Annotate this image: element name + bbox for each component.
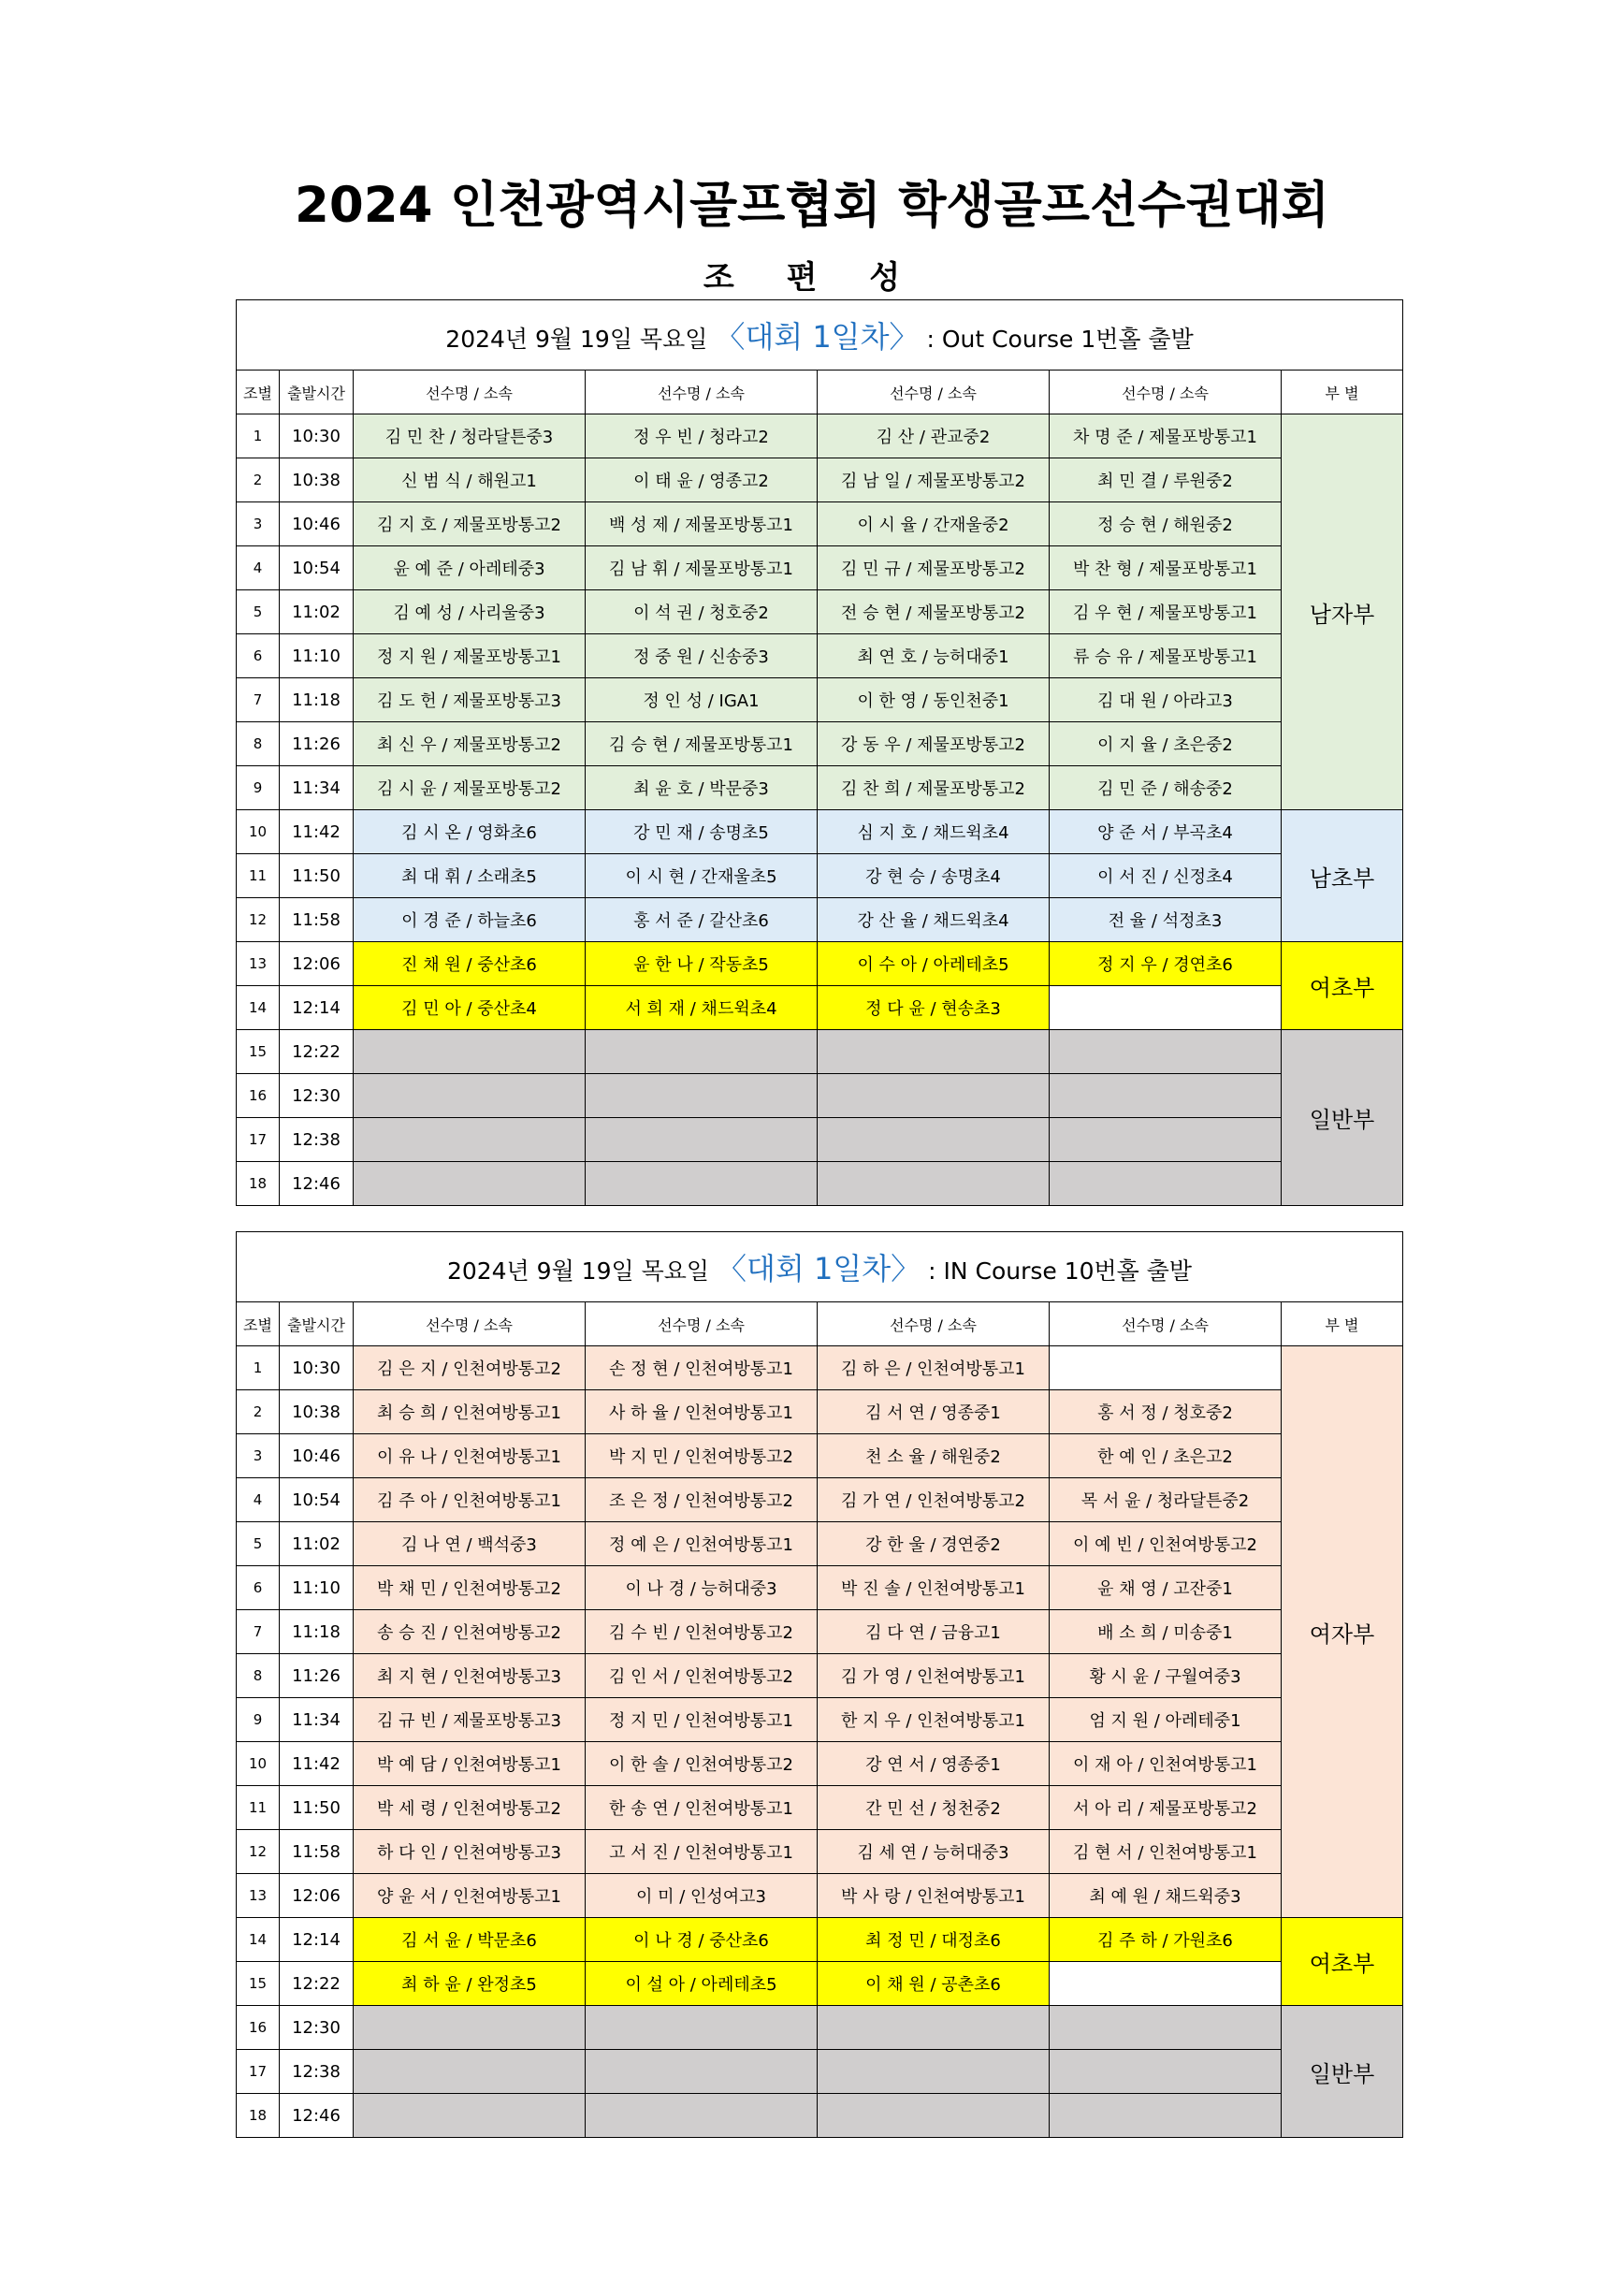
start-time: 12:22 [280,1030,354,1074]
start-time: 12:30 [280,1074,354,1118]
start-time: 12:46 [280,2094,354,2138]
player-cell: 한 송 연 / 인천여방통고1 [586,1786,818,1830]
group-number: 15 [237,1030,280,1074]
player-cell: 이 수 아 / 아레테초5 [818,942,1050,986]
player-cell: 김 수 빈 / 인천여방통고2 [586,1610,818,1654]
player-cell: 최 민 결 / 루원중2 [1050,458,1282,502]
player-cell: 사 하 율 / 인천여방통고1 [586,1390,818,1434]
player-cell: 김 가 연 / 인천여방통고2 [818,1478,1050,1522]
document-title: 2024 인천광역시골프협회 학생골프선수권대회 [295,177,1329,234]
player-cell: 이 태 윤 / 영종고2 [586,458,818,502]
table-row [237,2094,1403,2138]
player-cell: 이 시 현 / 간재울초5 [586,854,818,898]
player-cell: 윤 예 준 / 아레테중3 [354,546,586,590]
header-division: 부 별 [1282,371,1403,414]
start-time: 11:02 [280,590,354,634]
player-cell: 정 다 윤 / 현송초3 [818,986,1050,1030]
group-number: 11 [237,854,280,898]
division-label: 남초부 [1282,810,1403,942]
table-row [237,1874,1403,1918]
player-cell: 조 은 정 / 인천여방통고2 [586,1478,818,1522]
player-cell: 전 승 현 / 제물포방통고2 [818,590,1050,634]
player-cell: 배 소 희 / 미송중1 [1050,1610,1282,1654]
start-time: 11:10 [280,1566,354,1610]
table-row [237,942,1403,986]
start-time: 11:26 [280,1654,354,1698]
start-time: 12:14 [280,1918,354,1962]
player-cell: 정 인 성 / IGA1 [586,678,818,722]
player-cell: 김 규 빈 / 제물포방통고3 [354,1698,586,1742]
player-cell: 이 미 / 인성여고3 [586,1874,818,1918]
player-cell: 홍 서 정 / 청호중2 [1050,1390,1282,1434]
player-cell: 양 윤 서 / 인천여방통고1 [354,1874,586,1918]
table-row [237,1118,1403,1162]
header-player: 선수명 / 소속 [354,371,586,414]
player-cell: 김 산 / 관교중2 [818,414,1050,458]
player-cell [1050,1962,1282,2006]
table-row [237,1346,1403,1390]
player-cell: 신 범 식 / 해원고1 [354,458,586,502]
player-cell: 최 승 희 / 인천여방통고1 [354,1390,586,1434]
player-cell: 정 지 우 / 경연초6 [1050,942,1282,986]
header-player: 선수명 / 소속 [354,1302,586,1346]
player-cell: 박 진 솔 / 인천여방통고1 [818,1566,1050,1610]
start-time: 12:38 [280,2050,354,2094]
player-cell: 고 서 진 / 인천여방통고1 [586,1830,818,1874]
player-cell [1050,986,1282,1030]
start-time: 12:06 [280,1874,354,1918]
player-cell: 김 대 원 / 아라고3 [1050,678,1282,722]
player-cell [354,1030,586,1074]
table-row [237,1522,1403,1566]
start-time: 11:18 [280,678,354,722]
player-cell [1050,1346,1282,1390]
section-course: : Out Course 1번홀 출발 [919,326,1194,353]
table-row [237,1786,1403,1830]
player-cell: 차 명 준 / 제물포방통고1 [1050,414,1282,458]
player-cell: 김 민 준 / 해송중2 [1050,766,1282,810]
table-row [237,590,1403,634]
player-cell: 서 아 리 / 제물포방통고2 [1050,1786,1282,1830]
table-row [237,414,1403,458]
group-number: 6 [237,1566,280,1610]
division-label: 여초부 [1282,1918,1403,2006]
table-row [237,1478,1403,1522]
player-cell: 윤 채 영 / 고잔중1 [1050,1566,1282,1610]
player-cell: 최 연 호 / 능허대중1 [818,634,1050,678]
player-cell: 황 시 윤 / 구월여중3 [1050,1654,1282,1698]
player-cell: 김 은 지 / 인천여방통고2 [354,1346,586,1390]
player-cell [586,2050,818,2094]
player-cell: 김 현 서 / 인천여방통고1 [1050,1830,1282,1874]
group-number: 10 [237,810,280,854]
start-time: 11:58 [280,898,354,942]
header-player: 선수명 / 소속 [586,1302,818,1346]
player-cell: 정 예 은 / 인천여방통고1 [586,1522,818,1566]
player-cell: 한 지 우 / 인천여방통고1 [818,1698,1050,1742]
player-cell: 강 연 서 / 영종중1 [818,1742,1050,1786]
player-cell: 이 지 율 / 초은중2 [1050,722,1282,766]
player-cell [818,2050,1050,2094]
player-cell: 정 중 원 / 신송중3 [586,634,818,678]
player-cell [354,2094,586,2138]
player-cell: 이 경 준 / 하늘초6 [354,898,586,942]
player-cell: 이 채 원 / 공촌초6 [818,1962,1050,2006]
table-row [237,1830,1403,1874]
table-row [237,634,1403,678]
player-cell: 김 민 아 / 중산초4 [354,986,586,1030]
header-player: 선수명 / 소속 [1050,371,1282,414]
division-label: 여초부 [1282,942,1403,1030]
player-cell: 양 준 서 / 부곡초4 [1050,810,1282,854]
player-cell: 박 찬 형 / 제물포방통고1 [1050,546,1282,590]
table-row [237,1074,1403,1118]
player-cell: 이 서 진 / 신정초4 [1050,854,1282,898]
player-cell: 진 채 원 / 중산초6 [354,942,586,986]
player-cell: 이 나 경 / 중산초6 [586,1918,818,1962]
division-label: 일반부 [1282,1030,1403,1206]
section-title-row [237,300,1403,371]
player-cell: 박 지 민 / 인천여방통고2 [586,1434,818,1478]
player-cell: 김 시 온 / 영화초6 [354,810,586,854]
player-cell: 강 한 울 / 경연중2 [818,1522,1050,1566]
player-cell: 김 도 헌 / 제물포방통고3 [354,678,586,722]
table-row [237,1566,1403,1610]
table-row [237,898,1403,942]
player-cell: 정 승 현 / 해원중2 [1050,502,1282,546]
player-cell [1050,1118,1282,1162]
group-number: 1 [237,414,280,458]
start-time: 11:50 [280,1786,354,1830]
group-number: 10 [237,1742,280,1786]
group-number: 7 [237,678,280,722]
player-cell [586,2006,818,2050]
player-cell: 최 지 현 / 인천여방통고3 [354,1654,586,1698]
player-cell: 정 지 민 / 인천여방통고1 [586,1698,818,1742]
player-cell: 이 한 솔 / 인천여방통고2 [586,1742,818,1786]
table-row [237,766,1403,810]
player-cell: 박 사 랑 / 인천여방통고1 [818,1874,1050,1918]
header-group: 조별 [237,1302,280,1346]
player-cell: 최 정 민 / 대정초6 [818,1918,1050,1962]
player-cell [818,1118,1050,1162]
player-cell: 정 지 원 / 제물포방통고1 [354,634,586,678]
player-cell: 최 하 윤 / 완정초5 [354,1962,586,2006]
player-cell: 박 예 담 / 인천여방통고1 [354,1742,586,1786]
group-number: 8 [237,1654,280,1698]
player-cell: 김 나 연 / 백석중3 [354,1522,586,1566]
header-row [237,1302,1403,1346]
header-player: 선수명 / 소속 [818,1302,1050,1346]
player-cell [818,2094,1050,2138]
schedule-table-out-course [236,299,1403,1206]
player-cell [818,1162,1050,1206]
player-cell [1050,1074,1282,1118]
table-row [237,1698,1403,1742]
start-time: 12:22 [280,1962,354,2006]
player-cell: 최 대 휘 / 소래초5 [354,854,586,898]
start-time: 10:54 [280,546,354,590]
header-player: 선수명 / 소속 [818,371,1050,414]
player-cell: 김 주 하 / 가원초6 [1050,1918,1282,1962]
player-cell: 강 현 승 / 송명초4 [818,854,1050,898]
player-cell: 전 율 / 석정초3 [1050,898,1282,942]
group-number: 18 [237,1162,280,1206]
player-cell: 이 재 아 / 인천여방통고1 [1050,1742,1282,1786]
header-time: 출발시간 [280,371,354,414]
table-row [237,1742,1403,1786]
header-time: 출발시간 [280,1302,354,1346]
player-cell: 간 민 선 / 청천중2 [818,1786,1050,1830]
player-cell: 백 성 제 / 제물포방통고1 [586,502,818,546]
header-row [237,371,1403,414]
start-time: 10:30 [280,414,354,458]
header-group: 조별 [237,371,280,414]
schedule-table-in-course [236,1231,1403,2138]
player-cell: 김 서 연 / 영종중1 [818,1390,1050,1434]
section-title-row [237,1232,1403,1302]
player-cell: 최 예 원 / 채드윅중3 [1050,1874,1282,1918]
player-cell [1050,1162,1282,1206]
division-label: 남자부 [1282,414,1403,810]
group-number: 18 [237,2094,280,2138]
group-number: 5 [237,590,280,634]
header-player: 선수명 / 소속 [1050,1302,1282,1346]
player-cell [1050,2050,1282,2094]
group-number: 17 [237,1118,280,1162]
player-cell [354,1162,586,1206]
player-cell: 김 지 호 / 제물포방통고2 [354,502,586,546]
player-cell: 이 한 영 / 동인천중1 [818,678,1050,722]
player-cell: 이 나 경 / 능허대중3 [586,1566,818,1610]
group-number: 17 [237,2050,280,2094]
group-number: 3 [237,1434,280,1478]
player-cell [354,2006,586,2050]
table-row [237,546,1403,590]
table-row [237,986,1403,1030]
player-cell [586,1030,818,1074]
group-number: 4 [237,1478,280,1522]
player-cell [586,1118,818,1162]
table-row [237,1390,1403,1434]
player-cell: 서 희 재 / 채드윅초4 [586,986,818,1030]
section-date: 2024년 9월 19일 목요일 [446,1257,717,1285]
player-cell: 김 세 연 / 능허대중3 [818,1830,1050,1874]
player-cell: 김 다 연 / 금융고1 [818,1610,1050,1654]
player-cell: 강 산 율 / 채드윅초4 [818,898,1050,942]
table-row [237,678,1403,722]
group-number: 15 [237,1962,280,2006]
player-cell [818,2006,1050,2050]
group-number: 14 [237,1918,280,1962]
start-time: 11:02 [280,1522,354,1566]
group-number: 13 [237,942,280,986]
player-cell: 김 남 일 / 제물포방통고2 [818,458,1050,502]
player-cell: 강 동 우 / 제물포방통고2 [818,722,1050,766]
player-cell: 박 세 령 / 인천여방통고2 [354,1786,586,1830]
player-cell: 김 찬 희 / 제물포방통고2 [818,766,1050,810]
group-number: 11 [237,1786,280,1830]
player-cell [354,1118,586,1162]
player-cell [354,1074,586,1118]
table-row [237,2050,1403,2094]
player-cell: 홍 서 준 / 갈산초6 [586,898,818,942]
table-row [237,854,1403,898]
group-number: 2 [237,458,280,502]
document-subtitle: 조 편 성 [703,259,921,297]
table-row [237,722,1403,766]
group-number: 12 [237,898,280,942]
table-row [237,1434,1403,1478]
table-row [237,1918,1403,1962]
player-cell [586,1162,818,1206]
start-time: 11:10 [280,634,354,678]
player-cell: 심 지 호 / 채드윅초4 [818,810,1050,854]
player-cell: 이 유 나 / 인천여방통고1 [354,1434,586,1478]
start-time: 10:38 [280,1390,354,1434]
player-cell: 김 남 휘 / 제물포방통고1 [586,546,818,590]
player-cell: 김 민 찬 / 청라달튼중3 [354,414,586,458]
player-cell: 김 예 성 / 사리울중3 [354,590,586,634]
player-cell: 최 신 우 / 제물포방통고2 [354,722,586,766]
start-time: 12:14 [280,986,354,1030]
section-course: : IN Course 10번홀 출발 [921,1257,1193,1285]
player-cell: 정 우 빈 / 청라고2 [586,414,818,458]
group-number: 9 [237,1698,280,1742]
player-cell: 김 하 은 / 인천여방통고1 [818,1346,1050,1390]
group-number: 8 [237,722,280,766]
player-cell: 김 서 윤 / 박문초6 [354,1918,586,1962]
section-day-label: 〈대회 1일차〉 [715,319,920,355]
player-cell: 김 시 윤 / 제물포방통고2 [354,766,586,810]
start-time: 11:18 [280,1610,354,1654]
player-cell: 이 예 빈 / 인천여방통고2 [1050,1522,1282,1566]
header-player: 선수명 / 소속 [586,371,818,414]
start-time: 11:42 [280,810,354,854]
player-cell: 김 주 아 / 인천여방통고1 [354,1478,586,1522]
table-row [237,1030,1403,1074]
player-cell [1050,2094,1282,2138]
group-number: 1 [237,1346,280,1390]
group-number: 14 [237,986,280,1030]
group-number: 4 [237,546,280,590]
group-number: 3 [237,502,280,546]
group-number: 5 [237,1522,280,1566]
player-cell: 윤 한 나 / 작동초5 [586,942,818,986]
start-time: 10:30 [280,1346,354,1390]
table-row [237,1962,1403,2006]
player-cell: 김 우 현 / 제물포방통고1 [1050,590,1282,634]
start-time: 10:46 [280,1434,354,1478]
player-cell [586,2094,818,2138]
start-time: 10:46 [280,502,354,546]
section-day-label: 〈대회 1일차〉 [716,1251,921,1286]
player-cell: 류 승 유 / 제물포방통고1 [1050,634,1282,678]
header-division: 부 별 [1282,1302,1403,1346]
section-title [237,300,1403,371]
start-time: 11:50 [280,854,354,898]
division-label: 일반부 [1282,2006,1403,2138]
group-number: 7 [237,1610,280,1654]
player-cell: 최 윤 호 / 박문중3 [586,766,818,810]
player-cell: 김 승 현 / 제물포방통고1 [586,722,818,766]
start-time: 11:34 [280,766,354,810]
group-number: 9 [237,766,280,810]
start-time: 12:46 [280,1162,354,1206]
player-cell: 한 예 인 / 초은고2 [1050,1434,1282,1478]
group-number: 2 [237,1390,280,1434]
player-cell: 천 소 율 / 해원중2 [818,1434,1050,1478]
group-number: 6 [237,634,280,678]
start-time: 11:58 [280,1830,354,1874]
player-cell: 하 다 인 / 인천여방통고3 [354,1830,586,1874]
player-cell: 이 시 율 / 간재울중2 [818,502,1050,546]
start-time: 11:26 [280,722,354,766]
group-number: 16 [237,1074,280,1118]
start-time: 12:38 [280,1118,354,1162]
player-cell: 송 승 진 / 인천여방통고2 [354,1610,586,1654]
table-row [237,810,1403,854]
player-cell [1050,1030,1282,1074]
start-time: 11:34 [280,1698,354,1742]
player-cell [586,1074,818,1118]
table-row [237,1162,1403,1206]
division-label: 여자부 [1282,1346,1403,1918]
start-time: 12:06 [280,942,354,986]
section-title [237,1232,1403,1302]
section-date: 2024년 9월 19일 목요일 [445,326,716,353]
player-cell [818,1030,1050,1074]
player-cell: 김 가 영 / 인천여방통고1 [818,1654,1050,1698]
player-cell: 엄 지 원 / 아레테중1 [1050,1698,1282,1742]
player-cell: 목 서 윤 / 청라달튼중2 [1050,1478,1282,1522]
player-cell: 손 정 현 / 인천여방통고1 [586,1346,818,1390]
group-number: 13 [237,1874,280,1918]
player-cell: 김 민 규 / 제물포방통고2 [818,546,1050,590]
start-time: 10:38 [280,458,354,502]
player-cell [354,2050,586,2094]
player-cell: 박 채 민 / 인천여방통고2 [354,1566,586,1610]
player-cell: 이 석 권 / 청호중2 [586,590,818,634]
start-time: 10:54 [280,1478,354,1522]
table-row [237,1610,1403,1654]
start-time: 11:42 [280,1742,354,1786]
start-time: 12:30 [280,2006,354,2050]
table-row [237,458,1403,502]
table-row [237,502,1403,546]
table-row [237,1654,1403,1698]
table-row [237,2006,1403,2050]
player-cell [1050,2006,1282,2050]
player-cell: 강 민 재 / 송명초5 [586,810,818,854]
group-number: 16 [237,2006,280,2050]
player-cell: 이 설 아 / 아레테초5 [586,1962,818,2006]
player-cell [818,1074,1050,1118]
player-cell: 김 인 서 / 인천여방통고2 [586,1654,818,1698]
group-number: 12 [237,1830,280,1874]
